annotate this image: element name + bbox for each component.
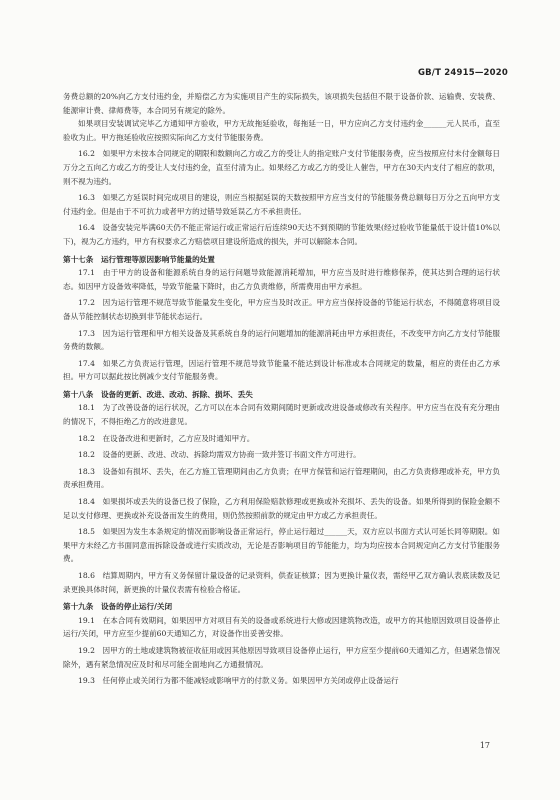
paragraph: 17.1 由于甲方的设备和能源系统自身的运行问题导致能源消耗增加，甲方应当及时进行维修保养，使其达到合理的运行状态。如因甲方设备效率降低，导致节能量下降时，由乙方负责维修，所需费用由甲方承担。: [63, 268, 500, 291]
section-heading: 第十九条 设备的停止运行/关闭: [63, 602, 173, 612]
paragraph: 18.3 设备如有损坏、丢失，在乙方施工管理期间由乙方负责；在甲方保管和运行管理期间，由乙方负责修理或补充，甲方负责承担费用。: [63, 466, 500, 490]
paragraph: 17.2 因为运行管理不规范导致节能量发生变化，甲方应当及时改正。甲方应当保持设备的节能运行状态，不得随意将项目设备从节能控制状态切换到非节能状态运行。: [63, 298, 500, 321]
paragraph: 16.2 如果甲方未按本合同规定的期限和数额向乙方或乙方的受让人的指定账户支付节能服务费，应当按照应付未付金额每日万分之五向乙方或乙方的受让人支付违约金，直至付清为止。如果经乙方或乙方的受让人催告，甲方在30天内支付了相应的款项，则不视为违约。: [63, 149, 500, 186]
section-heading: 第十八条 设备的更新、改进、改动、拆除、损坏、丢失: [63, 389, 253, 399]
section-heading: 第十七条 运行管理等原因影响节能量的处置: [63, 254, 215, 264]
paragraph: 16.3 如果乙方延误时间完成项目的建设，则应当根据延误的天数按照甲方应当支付的节能服务费总额每日万分之五向甲方支付违约金。但是由于不可抗力或者甲方的过错导致延误乙方不承担责任。: [63, 193, 500, 216]
paragraph: 17.4 如果乙方负责运行管理，因运行管理不规范导致节能量不能达到设计标准或本合同规定的数量，相应的责任由乙方承担。甲方可以据此按比例减少支付节能服务费。: [63, 358, 500, 382]
paragraph: 16.4 设备安装完毕满60天仍不能正常运行或正常运行后连续90天达不到预期的节能效果(经过验收节能量低于设计值10%以下)，视为乙方违约，甲方有权要求乙方赔偿项目建设所造成的损失，并可以解除本合同。: [63, 223, 500, 246]
paragraph: 18.2 设备的更新、改进、改动、拆除均需双方协商一致并签订书面文件方可进行。: [78, 450, 361, 460]
paragraph: 18.1 为了改善设备的运行状况，乙方可以在本合同有效期间随时更新或改进设备或修改有关程序。甲方应当在没有充分理由的情况下，不得拒绝乙方的改进意见。: [63, 403, 500, 427]
paragraph: 18.4 如果损坏或丢失的设备已投了保险，乙方利用保险赔款修理或更换或补充损坏、丢失的设备。如果所得到的保险金额不足以支付修理、更换或补充设备而发生的费用，则仍然按照前款的规定由甲方或乙方承担责任。: [63, 497, 500, 520]
paragraph: 18.6 结算周期内，甲方有义务保留计量设备的记录资料，供查证核算；因为更换计量仪表，需经甲乙双方确认表底读数及记录更换具体时间，新更换的计量仪表需有检验合格证。: [63, 571, 500, 594]
paragraph: 如果项目安装调试完毕乙方通知甲方验收，甲方无故拖延验收，每拖延一日，甲方应向乙方支付违约金______元人民币，直至验收为止。甲方拖延验收应按照实际向乙方支付节能服务费。: [63, 119, 500, 142]
paragraph: 17.3 因为运行管理和甲方相关设备及其系统自身的运行问题增加的能源消耗由甲方承担责任，不改变甲方向乙方支付节能服务费的数额。: [63, 328, 500, 352]
paragraph: 19.2 因甲方的土地或建筑物被征收征用或因其他原因导致项目设备停止运行，甲方应至少提前60天通知乙方，但遇紧急情况除外，遇有紧急情况应及时和尽可能全面地向乙方通报情况。: [63, 645, 500, 669]
paragraph: 19.3 任何停止或关闭行为都不能减轻或影响甲方的付款义务。如果因甲方关闭或停止设备运行: [78, 676, 399, 686]
paragraph: 18.5 如果因为发生本条规定的情况而影响设备正常运行，停止运行超过______天，双方应以书面方式认可延长同等期限。如果甲方未经乙方书面同意而拆除设备或进行实质改动，无论是否影响项目的节能能力，均为均应按本合同规定向乙方支付节能服务费。: [63, 527, 500, 564]
standard-number: GB/T 24915—2020: [417, 68, 508, 78]
document-body: [63, 90, 500, 688]
paragraph: 19.1 在本合同有效期间，如果因甲方对项目有关的设备或系统进行大修或因建筑物改造，或甲方的其他原因致项目设备停止运行/关闭，甲方应至少提前60天通知乙方，对设备作出妥善安排。: [63, 615, 500, 639]
page-number: 17: [479, 741, 490, 750]
paragraph: 务费总额的20%向乙方支付违约金，并赔偿乙方为实施项目产生的实际损失，该项损失包括但不限于设备价款、运输费、安装费、能源审计费、律师费等，本合同另有规定的除外。: [63, 92, 500, 115]
paragraph: 18.2 在设备改进和更新时，乙方应及时通知甲方。: [78, 433, 255, 443]
